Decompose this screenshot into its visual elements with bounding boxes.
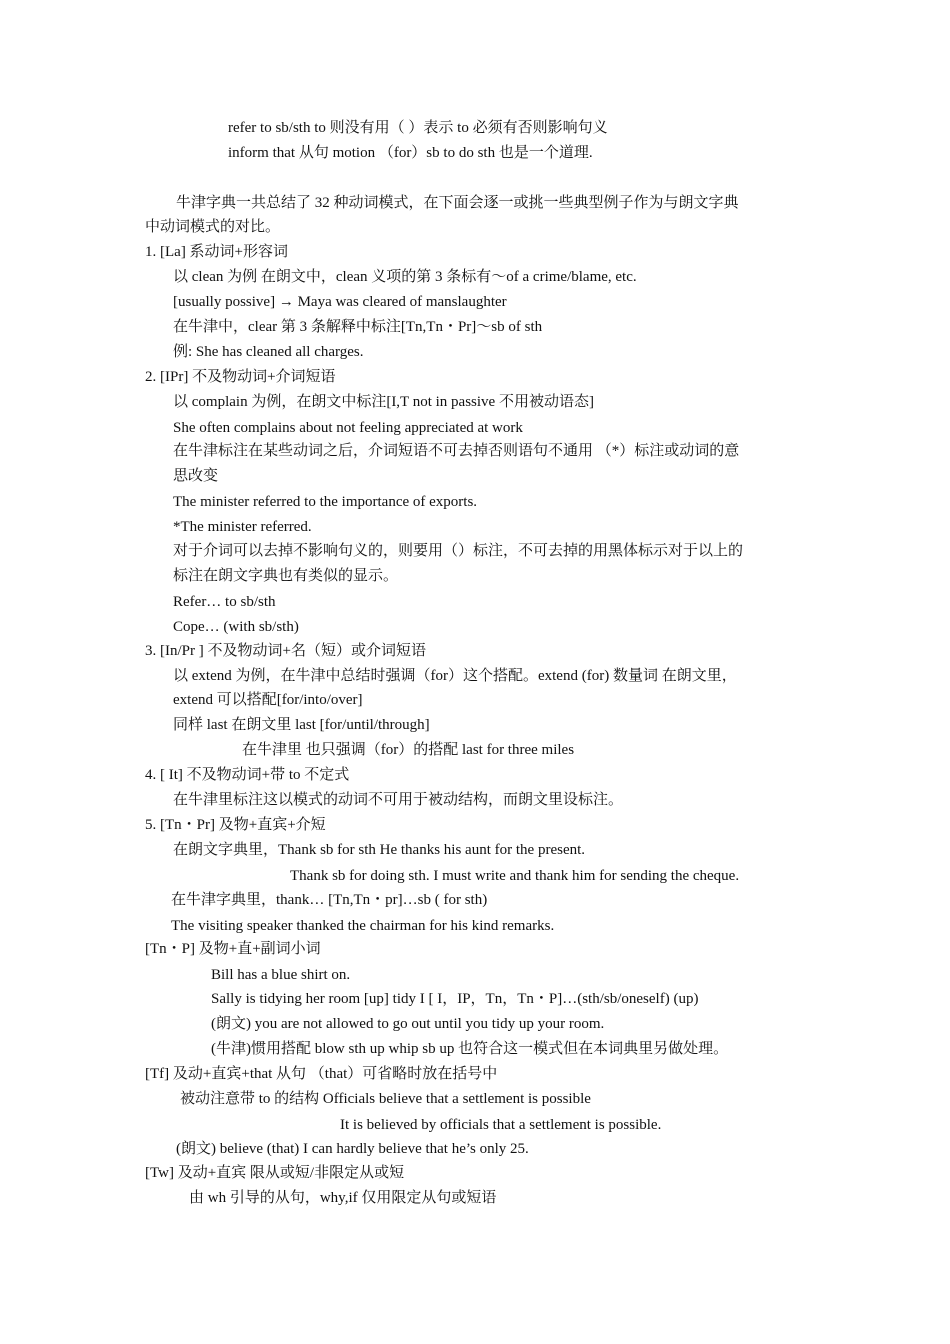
text-line: 在牛津里标注这以模式的动词不可用于被动结构，而朗文里设标注。 (173, 792, 624, 808)
text-line: 被动注意带 to 的结构 Officials believe that a settlement is possible (180, 1091, 591, 1107)
text-line: 由 wh 引导的从句，why,if 仅用限定从句或短语 (189, 1190, 497, 1206)
text-line: 同样 last 在朗文里 last [for/until/through] (173, 717, 430, 733)
text-line: 例: She has cleaned all charges. (173, 344, 364, 360)
list-heading: 3. [In/Pr ] 不及物动词+名（短）或介词短语 (145, 643, 426, 659)
text-line: Sally is tidying her room [up] tidy I [ I，IP，Tn，Tn・P]…(sth/sb/oneself) (up) (211, 991, 699, 1007)
text-line: (朗文) you are not allowed to go out until you tidy up your room. (211, 1016, 605, 1032)
text-line: 以 extend 为例，在牛津中总结时强调（for）这个搭配。extend (for) 数量词 在朗文里， (173, 668, 737, 684)
text-line: 在朗文字典里，Thank sb for sth He thanks his aunt for the present. (173, 842, 586, 858)
text-line: 标注在朗文字典也有类似的显示。 (173, 568, 399, 584)
text-line: inform that 从句 motion （for）sb to do sth 也是一个道理. (228, 145, 593, 161)
list-heading: 5. [Tn・Pr] 及物+直宾+介短 (145, 817, 326, 833)
section-heading: [Tw] 及动+直宾 限从或短/非限定从或短 (145, 1165, 405, 1181)
text-line: 在牛津中，clear 第 3 条解释中标注[Tn,Tn・Pr]～sb of sth (173, 319, 543, 335)
text-line: Bill has a blue shirt on. (211, 967, 351, 983)
text-line: 在牛津里 也只强调（for）的搭配 last for three miles (242, 742, 575, 758)
list-heading: 4. [ It] 不及物动词+带 to 不定式 (145, 767, 350, 783)
section-heading: [Tf] 及动+直宾+that 从句 （that）可省略时放在括号中 (145, 1066, 498, 1082)
text-line: 以 complain 为例，在朗文中标注[I,T not in passive 不用被动语态] (173, 394, 594, 410)
list-heading: 2. [IPr] 不及物动词+介词短语 (145, 369, 336, 385)
text-line: 思改变 (173, 468, 219, 484)
text-line: extend 可以搭配[for/into/over] (173, 692, 363, 708)
text-line: *The minister referred. (173, 519, 312, 535)
text-line: 中动词模式的对比。 (145, 219, 281, 235)
text-line: 以 clean 为例 在朗文中，clean 义项的第 3 条标有～of a crime/blame, etc. (173, 269, 637, 285)
text-line: Thank sb for doing sth. I must write and thank him for sending the cheque. (290, 868, 740, 884)
section-heading: [Tn・P] 及物+直+副词小词 (145, 941, 321, 957)
text-line: (牛津)惯用搭配 blow sth up whip sb up 也符合这一模式但在本词典里另做处理。 (211, 1041, 729, 1057)
text-line: 对于介词可以去掉不影响句义的，则要用（）标注，不可去掉的用黑体标示对于以上的 (173, 543, 744, 559)
text-line: She often complains about not feeling appreciated at work (173, 420, 523, 436)
text-line: [usually possive] → Maya was cleared of manslaughter (173, 294, 507, 310)
text-line: 在牛津标注在某些动词之后，介词短语不可去掉否则语句不通用 （*）标注或动词的意 (173, 443, 740, 459)
text-line: 牛津字典一共总结了 32 种动词模式，在下面会逐一或挑一些典型例子作为与朗文字典 (176, 195, 739, 211)
text-line: Cope… (with sb/sth) (173, 619, 299, 635)
text-line: It is believed by officials that a settlement is possible. (340, 1117, 662, 1133)
text-line: Refer… to sb/sth (173, 594, 276, 610)
list-heading: 1. [La] 系动词+形容词 (145, 244, 289, 260)
text-line: (朗文) believe (that) I can hardly believe that he’s only 25. (176, 1141, 529, 1157)
text-line: The minister referred to the importance of exports. (173, 494, 478, 510)
text-line: refer to sb/sth to 则没有用（ ）表示 to 必须有否则影响句义 (228, 120, 608, 136)
text-line: 在牛津字典里，thank… [Tn,Tn・pr]…sb ( for sth) (171, 892, 488, 908)
text-line: The visiting speaker thanked the chairman for his kind remarks. (171, 918, 555, 934)
